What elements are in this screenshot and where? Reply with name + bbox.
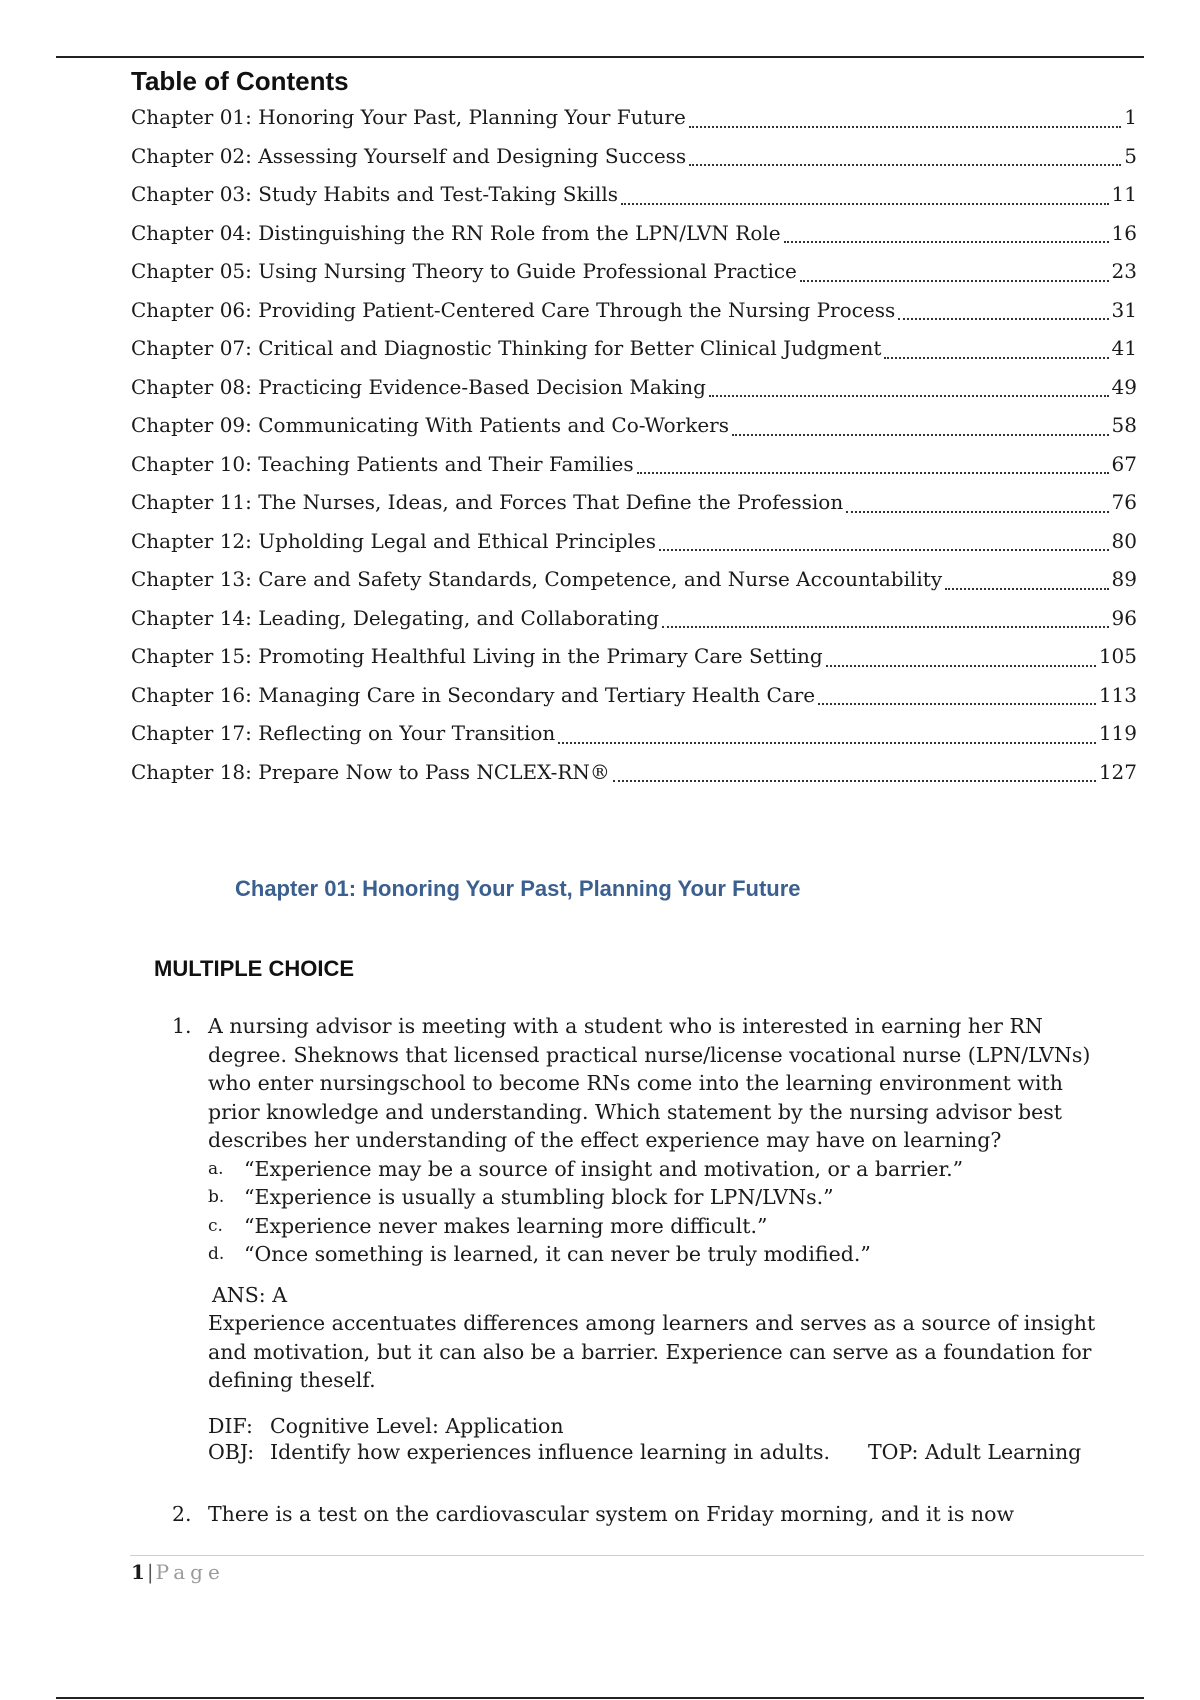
dot-leader bbox=[689, 144, 1121, 166]
toc-entry-label: Chapter 01: Honoring Your Past, Planning Your Future bbox=[131, 105, 686, 129]
option-letter: c. bbox=[208, 1215, 223, 1236]
toc-entry-page: 41 bbox=[1111, 336, 1137, 360]
top-label: TOP: bbox=[868, 1439, 919, 1464]
toc-entry-page: 58 bbox=[1111, 413, 1137, 437]
answer-rationale: Experience accentuates differences among learners and serves as a source of insight and motivation, but it can also be a barrier. Experience can serve as a foundation for defining theself. bbox=[208, 1311, 1096, 1392]
toc-entry-page: 80 bbox=[1111, 528, 1137, 553]
toc-entry[interactable] bbox=[131, 753, 1137, 792]
toc-entry-label: Chapter 12: Upholding Legal and Ethical Principles bbox=[131, 528, 657, 553]
toc-entry-label: Chapter 04: Distinguishing the RN Role from the LPN/LVN Role bbox=[131, 220, 781, 245]
toc-entry[interactable] bbox=[131, 522, 1137, 561]
obj-value: Identify how experiences influence learning in adults. bbox=[270, 1439, 830, 1464]
top-value: Adult Learning bbox=[924, 1439, 1082, 1464]
toc-entry-label: Chapter 05: Using Nursing Theory to Guide Professional Practice bbox=[131, 259, 797, 283]
footer-separator: | bbox=[146, 1560, 154, 1584]
toc-entry-page: 11 bbox=[1111, 182, 1137, 206]
option-text: “Experience is usually a stumbling block for LPN/LVNs.” bbox=[244, 1185, 834, 1209]
toc-entry-label: Chapter 15: Promoting Healthful Living in the Primary Care Setting bbox=[131, 644, 823, 668]
toc-entry-label: Chapter 07: Critical and Diagnostic Thinking for Better Clinical Judgment bbox=[131, 336, 882, 360]
toc-entry-page: 16 bbox=[1111, 220, 1137, 245]
toc-entry-page: 89 bbox=[1111, 567, 1137, 591]
table-of-contents bbox=[131, 64, 1137, 791]
toc-entry[interactable] bbox=[131, 329, 1137, 368]
dot-leader bbox=[898, 298, 1108, 320]
toc-entry[interactable] bbox=[131, 445, 1137, 484]
section-heading: MULTIPLE CHOICE bbox=[154, 956, 355, 981]
dot-leader bbox=[800, 260, 1109, 282]
dot-leader bbox=[689, 106, 1121, 128]
obj-label: OBJ: bbox=[208, 1439, 255, 1464]
dot-leader bbox=[621, 183, 1109, 205]
toc-entry-label: Chapter 13: Care and Safety Standards, Competence, and Nurse Accountability bbox=[131, 567, 943, 591]
option-letter: a. bbox=[208, 1158, 224, 1179]
toc-entry-page: 76 bbox=[1111, 490, 1137, 514]
question-1 bbox=[172, 1012, 1102, 1465]
dot-leader bbox=[659, 529, 1109, 551]
toc-entry[interactable] bbox=[131, 637, 1137, 676]
bottom-rule bbox=[56, 1697, 1144, 1699]
toc-title: Table of Contents bbox=[131, 66, 349, 96]
page-number: 1 bbox=[131, 1560, 145, 1584]
dot-leader bbox=[709, 375, 1109, 397]
question-metadata bbox=[208, 1413, 1102, 1465]
toc-entry-page: 1 bbox=[1124, 105, 1137, 129]
option-a bbox=[208, 1155, 1102, 1184]
toc-entry-label: Chapter 08: Practicing Evidence-Based Decision Making bbox=[131, 374, 706, 399]
page-label: Page bbox=[155, 1560, 225, 1584]
toc-entry-page: 119 bbox=[1098, 721, 1137, 745]
toc-entry-label: Chapter 10: Teaching Patients and Their Families bbox=[131, 451, 634, 476]
option-letter: b. bbox=[208, 1187, 225, 1207]
toc-entry[interactable] bbox=[131, 406, 1137, 445]
dif-value: Cognitive Level: Application bbox=[270, 1413, 564, 1438]
toc-entry-label: Chapter 02: Assessing Yourself and Designing Success bbox=[131, 143, 687, 168]
option-text: “Once something is learned, it can never be truly modified.” bbox=[244, 1242, 871, 1266]
question-text: A nursing advisor is meeting with a student who is interested in earning her RN degree. Sheknows that licensed practical nurse/license vocational nurse (LPN/LVNs) who enter nursingschool to become RNs come into the learning environment with prior knowledge and understanding. Which statement by the nursing advisor best describes her understanding of the effect experience may have on learning? bbox=[208, 1014, 1091, 1152]
toc-entry[interactable] bbox=[131, 368, 1137, 407]
option-c bbox=[208, 1212, 1102, 1241]
dot-leader bbox=[818, 683, 1096, 705]
toc-entry-page: 31 bbox=[1111, 297, 1137, 322]
question-2 bbox=[172, 1500, 1102, 1529]
toc-entry[interactable] bbox=[131, 175, 1137, 214]
toc-entry[interactable] bbox=[131, 291, 1137, 330]
toc-entry[interactable] bbox=[131, 252, 1137, 291]
page-footer bbox=[131, 1560, 225, 1584]
toc-entry-page: 5 bbox=[1124, 143, 1137, 168]
toc-entry-page: 67 bbox=[1111, 451, 1137, 476]
toc-entry[interactable] bbox=[131, 137, 1137, 176]
dif-label: DIF: bbox=[208, 1413, 253, 1438]
option-b bbox=[208, 1183, 1102, 1212]
dot-leader bbox=[846, 491, 1108, 513]
toc-entry-label: Chapter 06: Providing Patient-Centered Care Through the Nursing Process bbox=[131, 297, 896, 322]
toc-entry-label: Chapter 11: The Nurses, Ideas, and Forces That Define the Profession bbox=[131, 490, 844, 514]
dot-leader bbox=[826, 645, 1096, 667]
toc-entry-page: 96 bbox=[1111, 605, 1137, 630]
dot-leader bbox=[784, 221, 1109, 243]
toc-entry-label: Chapter 18: Prepare Now to Pass NCLEX-RN® bbox=[131, 759, 610, 784]
dot-leader bbox=[884, 337, 1108, 359]
answer-options bbox=[208, 1155, 1102, 1269]
question-number: 2. bbox=[172, 1502, 192, 1526]
toc-entry-label: Chapter 09: Communicating With Patients and Co-Workers bbox=[131, 413, 729, 437]
option-text: “Experience may be a source of insight and motivation, or a barrier.” bbox=[244, 1156, 964, 1181]
toc-entry-label: Chapter 17: Reflecting on Your Transition bbox=[131, 721, 556, 745]
toc-entry-label: Chapter 16: Managing Care in Secondary and Tertiary Health Care bbox=[131, 682, 816, 707]
option-text: “Experience never makes learning more difficult.” bbox=[244, 1213, 768, 1238]
footer-rule bbox=[130, 1555, 1144, 1556]
toc-entry-page: 113 bbox=[1098, 682, 1137, 707]
toc-entry[interactable] bbox=[131, 214, 1137, 253]
toc-entry[interactable] bbox=[131, 599, 1137, 638]
toc-entry[interactable] bbox=[131, 483, 1137, 522]
toc-entry-page: 49 bbox=[1111, 374, 1137, 399]
question-text: There is a test on the cardiovascular system on Friday morning, and it is now bbox=[208, 1502, 1014, 1526]
option-letter: d. bbox=[208, 1244, 225, 1264]
dot-leader bbox=[945, 568, 1108, 590]
answer-key: ANS: A bbox=[212, 1282, 288, 1307]
dot-leader bbox=[558, 722, 1096, 744]
top-rule bbox=[56, 56, 1144, 58]
toc-entry-page: 105 bbox=[1098, 644, 1137, 668]
dot-leader bbox=[637, 452, 1109, 474]
toc-entry-label: Chapter 03: Study Habits and Test-Taking Skills bbox=[131, 182, 619, 206]
toc-entry-page: 127 bbox=[1098, 759, 1137, 784]
toc-entry[interactable] bbox=[131, 560, 1137, 599]
dot-leader bbox=[732, 414, 1109, 436]
option-d bbox=[208, 1240, 1102, 1269]
dot-leader bbox=[662, 606, 1109, 628]
toc-entry[interactable] bbox=[131, 98, 1137, 137]
toc-entry-label: Chapter 14: Leading, Delegating, and Collaborating bbox=[131, 605, 660, 630]
toc-list bbox=[131, 98, 1137, 791]
chapter-heading: Chapter 01: Honoring Your Past, Planning Your Future bbox=[235, 876, 801, 901]
question-number: 1. bbox=[172, 1014, 192, 1038]
toc-entry-page: 23 bbox=[1111, 259, 1137, 283]
toc-entry[interactable] bbox=[131, 676, 1137, 715]
toc-entry[interactable] bbox=[131, 714, 1137, 753]
dot-leader bbox=[613, 760, 1096, 782]
